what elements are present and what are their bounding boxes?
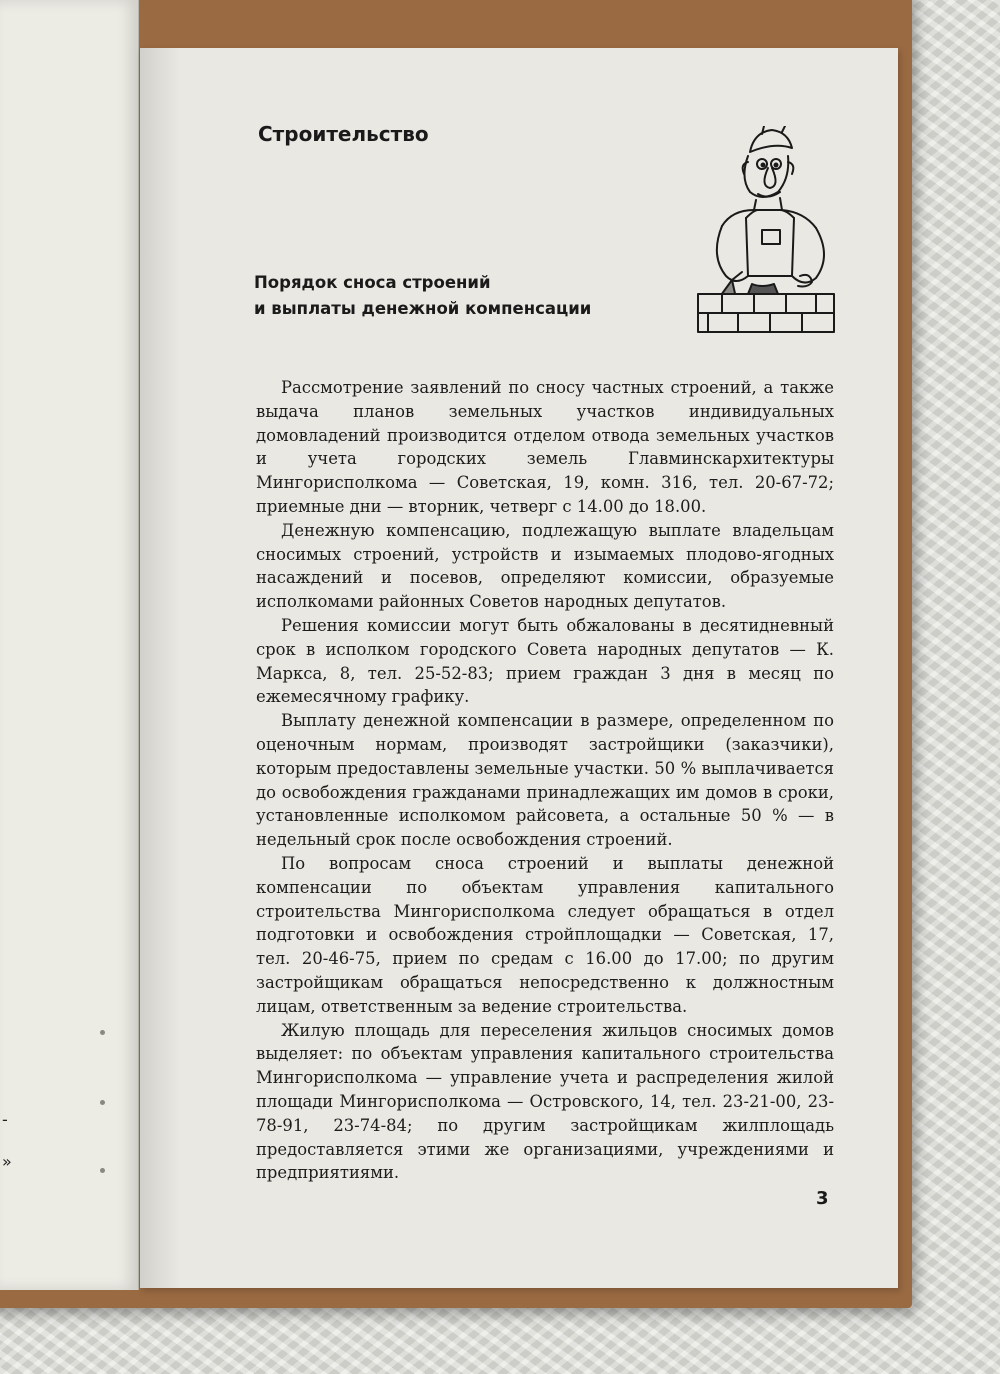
binding-stitch bbox=[100, 1100, 105, 1105]
body-paragraph: Выплату денежной компенсации в размере, определенном по оценочным нормам, производят застройщики (заказчики), которым предоставлены земельные участки. 50 % выплачивается до освобождения гражданами принадлежащих им домов в сроки, установленные исполкомом райсовета, а остальные 50 % — в недельный срок после освобождения строений. bbox=[256, 711, 834, 850]
body-paragraph: Жилую площадь для переселения жильцов сносимых домов выделяет: по объектам управления капитального строительства Мингорисполкома — управление учета и распределения жилой площади Мингорисполкома — Островского, 14, тел. 23-21-00, 23-78-91, 23-74-84; по другим застройщикам жилплощадь предоставляется этими же организациями, учреждениями и предприятиями. bbox=[256, 1020, 834, 1183]
page-number: 3 bbox=[816, 1188, 829, 1209]
binding-stitch bbox=[100, 1168, 105, 1173]
section-title: Строительство bbox=[258, 122, 429, 146]
binding-stitch bbox=[100, 1030, 105, 1035]
article-body bbox=[256, 376, 834, 1185]
left-page bbox=[0, 0, 139, 1290]
bricklayer-illustration bbox=[692, 126, 840, 336]
article-title-line: и выплаты денежной компенсации bbox=[254, 299, 592, 318]
left-page-mark: » bbox=[2, 1152, 12, 1171]
article-title bbox=[254, 270, 674, 322]
body-paragraph: Денежную компенсацию, подлежащую выплате владельцам сносимых строений, устройств и изымаемых плодово-ягодных насаждений и посевов, определяют комиссии, образуемые исполкомами районных Советов народных депутатов. bbox=[256, 520, 834, 612]
article-title-line: Порядок сноса строений bbox=[254, 273, 491, 292]
body-paragraph: По вопросам сноса строений и выплаты денежной компенсации по объектам управления капитального строительства Мингорисполкома следует обращаться в отдел подготовки и освобождения стройплощадки — Советская, 17, тел. 20-46-75, прием по средам с 16.00 до 17.00; по другим застройщикам обращаться непосредственно к должностным лицам, ответственным за ведение строительства. bbox=[256, 853, 834, 1016]
left-page-mark: - bbox=[2, 1110, 8, 1129]
body-paragraph: Рассмотрение заявлений по сносу частных строений, а также выдача планов земельных участков индивидуальных домовладений производится отделом отвода земельных участков и учета городских земель Главминскархитектуры Мингорисполкома — Советская, 19, комн. 316, тел. 20-67-72; приемные дни — вторник, четверг с 14.00 до 18.00. bbox=[256, 378, 834, 516]
body-paragraph: Решения комиссии могут быть обжалованы в десятидневный срок в исполком городского Совета народных депутатов — К. Маркса, 8, тел. 25-52-83; прием граждан 3 дня в месяц по ежемесячному графику. bbox=[256, 615, 834, 707]
book-page bbox=[140, 48, 898, 1288]
